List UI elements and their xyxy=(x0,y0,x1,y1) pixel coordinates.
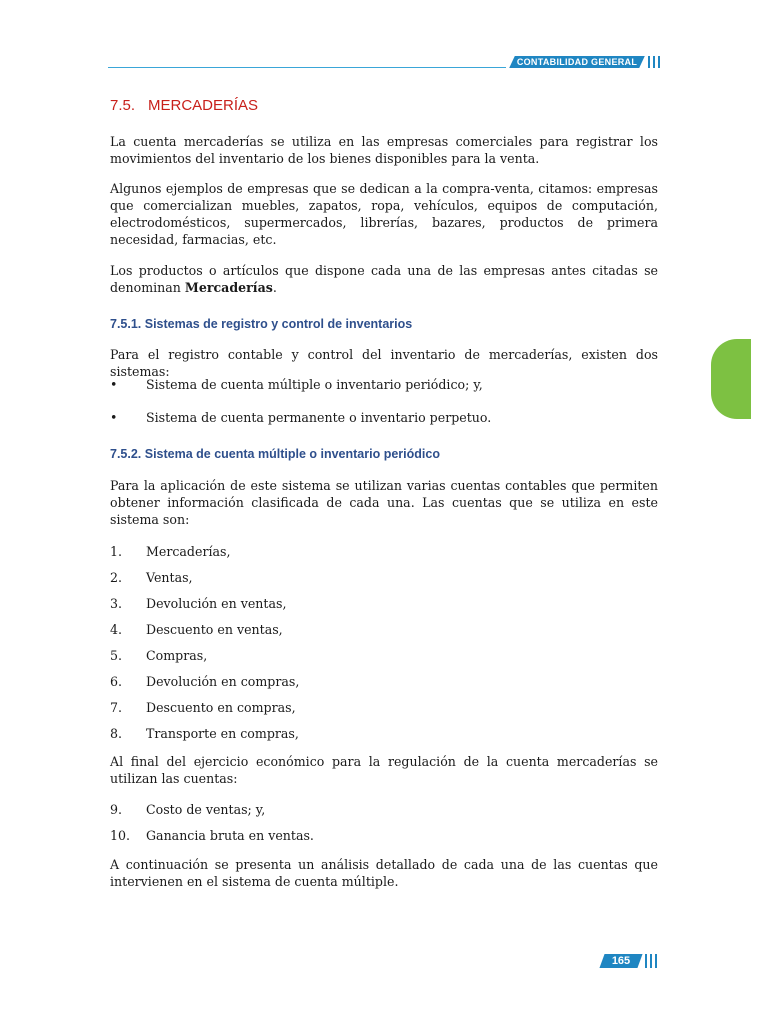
list-marker: 3. xyxy=(110,596,123,611)
paragraph-application: Para la aplicación de este sistema se utilizan varias cuentas contables que permiten obtener información clasificada de cada una. Las cuentas que se utiliza en este sistema son: xyxy=(110,478,658,527)
list-marker: 8. xyxy=(110,726,123,741)
list-item-text: Sistema de cuenta múltiple o inventario periódico; y, xyxy=(146,377,483,392)
paragraph-conclusion: A continuación se presenta un análisis detallado de cada una de las cuentas que intervienen en el sistema de cuenta múltiple. xyxy=(110,857,658,889)
section-title: MERCADERÍAS xyxy=(148,97,259,114)
paragraph-systems: Para el registro contable y control del inventario de mercaderías, existen dos sistemas: xyxy=(110,347,658,379)
header-title: CONTABILIDAD GENERAL xyxy=(516,57,638,67)
list-item-text: Ventas, xyxy=(146,570,193,585)
list-item-text: Descuento en compras, xyxy=(146,700,296,715)
list-item-text: Mercaderías, xyxy=(146,544,231,559)
header-bars-decoration xyxy=(648,56,660,68)
header-rule xyxy=(108,67,506,68)
list-item-text: Compras, xyxy=(146,648,208,663)
list-marker: 5. xyxy=(110,648,123,663)
list-marker: 9. xyxy=(110,802,123,817)
list-marker: 1. xyxy=(110,544,123,559)
list-item-text: Descuento en ventas, xyxy=(146,622,283,637)
list-marker: • xyxy=(110,410,118,425)
list-marker: • xyxy=(110,377,118,392)
paragraph-intro: La cuenta mercaderías se utiliza en las empresas comerciales para registrar los movimientos del inventario de los bienes disponibles para la venta. xyxy=(110,134,658,166)
footer-bars-decoration xyxy=(645,954,657,968)
page-number: 165 xyxy=(611,955,631,967)
subsection-heading-2: 7.5.2. Sistema de cuenta múltiple o inventario periódico xyxy=(110,447,440,461)
list-item-text: Devolución en compras, xyxy=(146,674,300,689)
subsection-heading-1: 7.5.1. Sistemas de registro y control de inventarios xyxy=(110,317,413,331)
paragraph-examples: Algunos ejemplos de empresas que se dedican a la compra-venta, citamos: empresas que comercializan muebles, zapatos, ropa, vehículos, equipos de computación, electrodomésticos, supermercados, librerías, bazares, productos de primera necesidad, farmacias, etc. xyxy=(110,181,658,247)
list-item-text: Costo de ventas; y, xyxy=(146,802,266,817)
list-marker: 7. xyxy=(110,700,123,715)
paragraph-closing: Al final del ejercicio económico para la regulación de la cuenta mercaderías se utilizan las cuentas: xyxy=(110,754,658,786)
list-item-text: Transporte en compras, xyxy=(146,726,299,741)
list-item-text: Devolución en ventas, xyxy=(146,596,287,611)
section-heading xyxy=(110,97,258,114)
list-item-text: Sistema de cuenta permanente o inventario perpetuo. xyxy=(146,410,492,425)
list-marker: 2. xyxy=(110,570,123,585)
paragraph-definition: Los productos o artículos que dispone cada una de las empresas antes citadas se denominan Mercaderías. xyxy=(110,263,658,295)
section-number: 7.5. xyxy=(110,97,136,114)
bold-term: Mercaderías xyxy=(184,280,273,295)
list-marker: 4. xyxy=(110,622,123,637)
chapter-side-tab xyxy=(711,339,751,419)
list-marker: 10. xyxy=(110,828,131,843)
list-marker: 6. xyxy=(110,674,123,689)
list-item-text: Ganancia bruta en ventas. xyxy=(146,828,314,843)
